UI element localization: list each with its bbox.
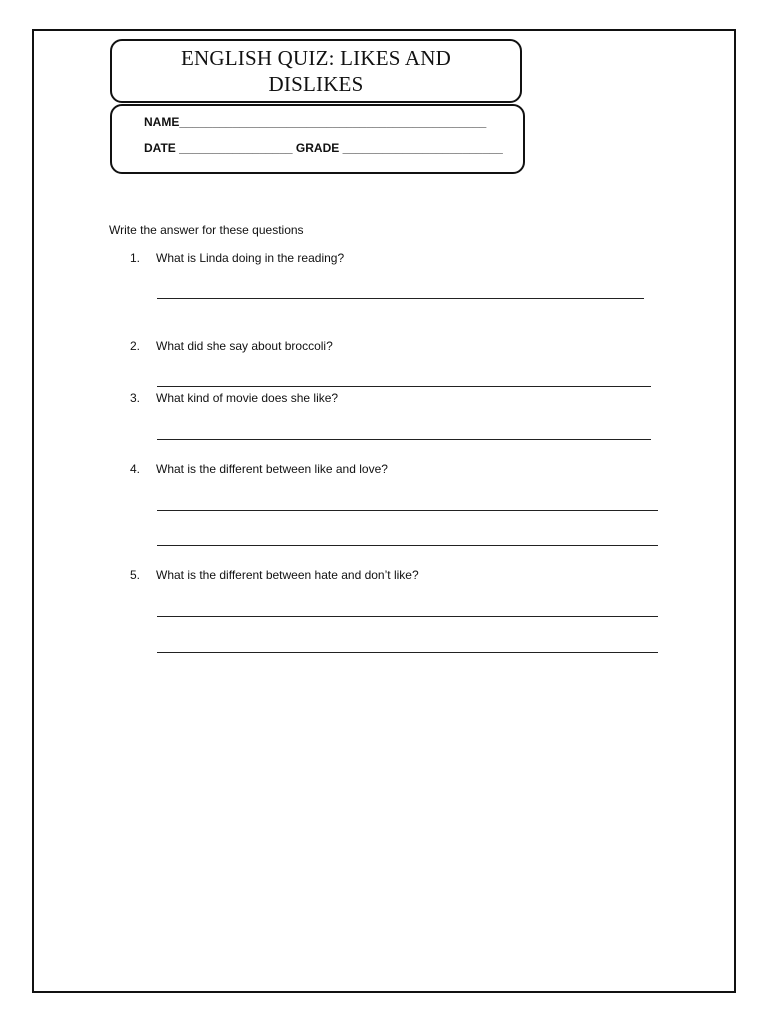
question-text: What kind of movie does she like? [156, 391, 339, 405]
answer-line-3[interactable] [157, 439, 651, 440]
answer-line-1[interactable] [157, 298, 644, 299]
question-text: What did she say about broccoli? [156, 339, 333, 353]
answer-line-4b[interactable] [157, 545, 658, 546]
question-number: 2. [130, 339, 141, 353]
name-field[interactable]: NAME______________________________________________ [144, 115, 487, 129]
question-4 [130, 462, 388, 476]
question-2 [130, 339, 333, 353]
question-1 [130, 251, 344, 265]
question-number: 3. [130, 391, 141, 405]
question-3 [130, 391, 338, 405]
question-number: 1. [130, 251, 141, 265]
question-text: What is the different between like and love? [156, 462, 388, 476]
title-box [110, 39, 522, 103]
question-number: 4. [130, 462, 141, 476]
question-5 [130, 568, 419, 582]
question-text: What is Linda doing in the reading? [156, 251, 345, 265]
answer-line-5a[interactable] [157, 616, 658, 617]
answer-line-2[interactable] [157, 386, 651, 387]
quiz-title: ENGLISH QUIZ: LIKES AND DISLIKES [181, 46, 451, 96]
date-grade-field[interactable]: DATE _________________ GRADE ________________________ [144, 141, 503, 155]
question-number: 5. [130, 568, 141, 582]
instructions-text: Write the answer for these questions [109, 223, 304, 237]
answer-line-4a[interactable] [157, 510, 658, 511]
student-info-box [110, 104, 525, 174]
answer-line-5b[interactable] [157, 652, 658, 653]
question-text: What is the different between hate and don’t like? [156, 568, 419, 582]
